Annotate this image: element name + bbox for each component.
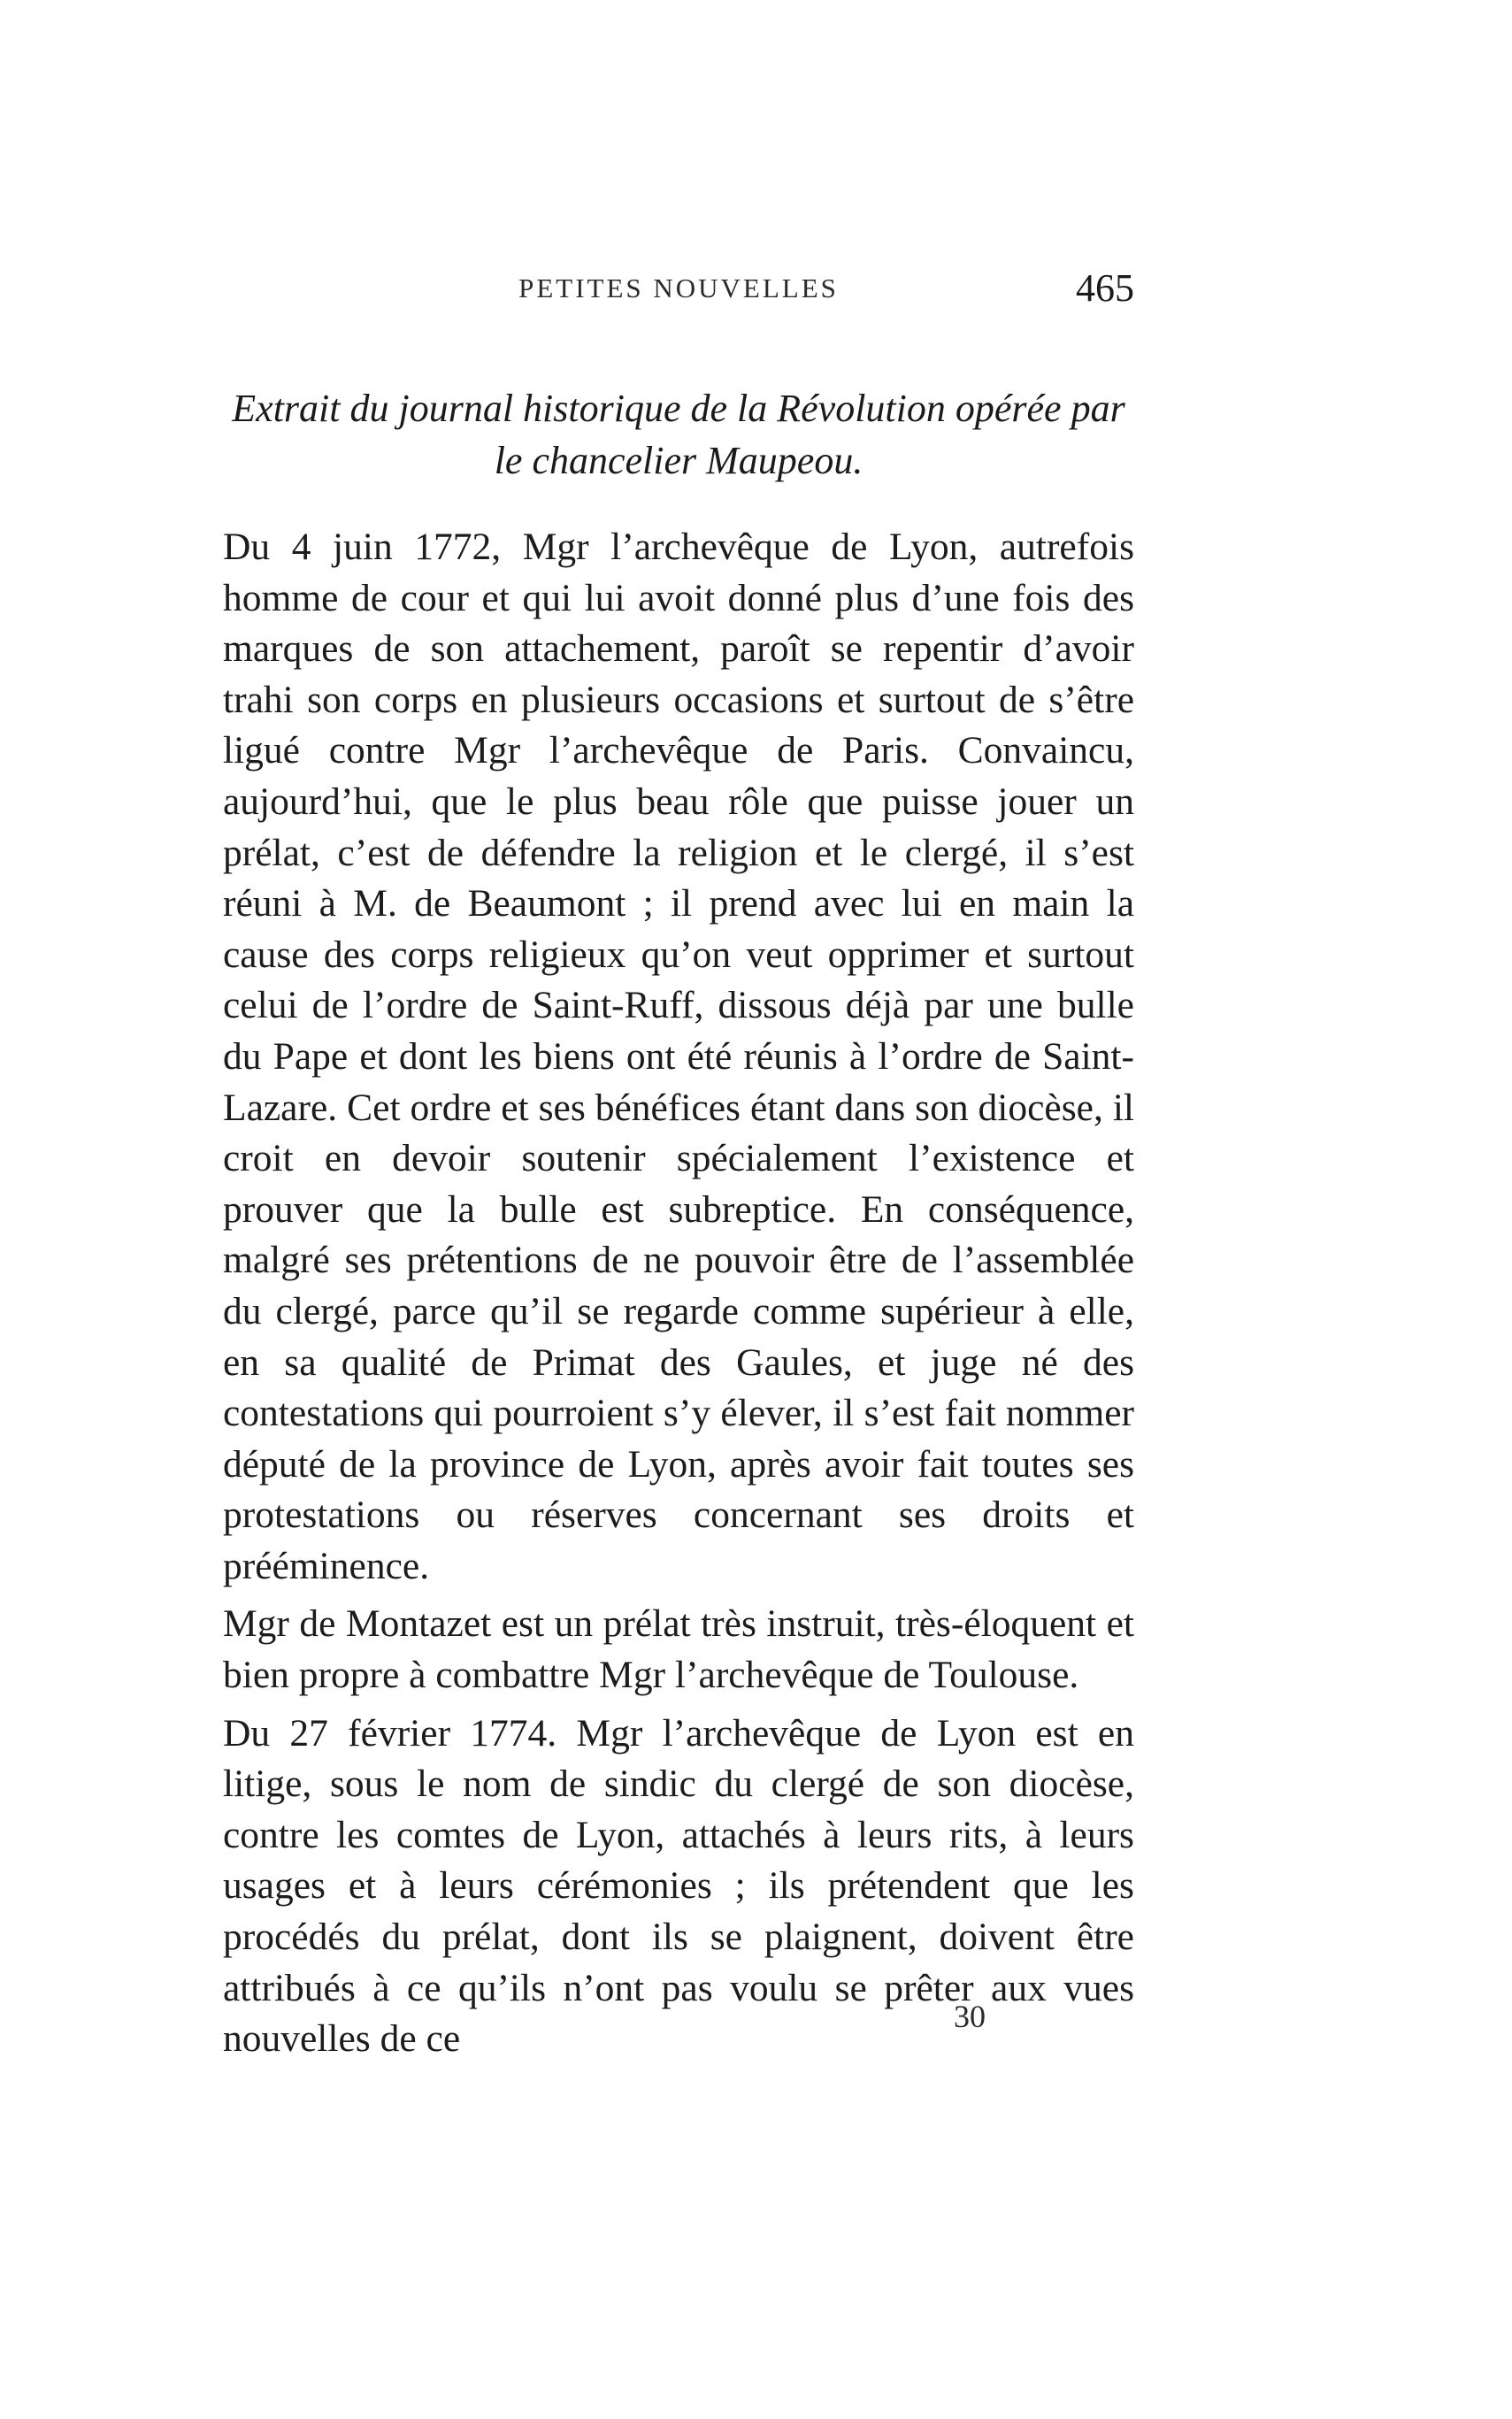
running-title: PETITES NOUVELLES — [518, 273, 839, 303]
paragraph-2: Mgr de Montazet est un prélat très instruit, très-éloquent et bien propre à combattre Mgr l’archevêque de Toulouse. — [223, 1602, 1134, 1697]
article-title: Extrait du journal historique de la Révolution opérée par le chancelier Maupeou. — [232, 387, 1125, 482]
signature-mark: 30 — [954, 1999, 986, 2034]
running-head — [223, 265, 1134, 319]
body-text — [223, 522, 1134, 2072]
paragraph-3: Du 27 février 1774. Mgr l’archevêque de Lyon est en litige, sous le nom de sindic du clergé de son diocèse, contre les comtes de Lyon, attachés à leurs rits, à leurs usages et à leurs cérémonies ; ils prétendent que les procédés du prélat, dont ils se plaignent, doivent être attribués à ce qu’ils n’ont pas voulu se prêter aux vues nouvelles de ce — [223, 1711, 1134, 2061]
paragraph-1: Du 4 juin 1772, Mgr l’archevêque de Lyon, autrefois homme de cour et qui lui avoit donné plus d’une fois des marques de son attachement, paroît se repentir d’avoir trahi son corps en plusieurs occasions et surtout de s’être ligué contre Mgr l’archevêque de Paris. Convaincu, aujourd’hui, que le plus beau rôle que puisse jouer un prélat, c’est de défendre la religion et le clergé, il s’est réuni à M. de Beaumont ; il prend avec lui en main la cause des corps religieux qu’on veut opprimer et surtout celui de l’ordre de Saint-Ruff, dissous déjà par une bulle du Pape et dont les biens ont été réunis à l’ordre de Saint-Lazare. Cet ordre et ses bénéfices étant dans son diocèse, il croit en devoir soutenir spécialement l’existence et prouver que la bulle est subreptice. En conséquence, malgré ses prétentions de ne pouvoir être de l’assemblée du clergé, parce qu’il se regarde comme supérieur à elle, en sa qualité de Primat des Gaules, et juge né des contestations qui pourroient s’y élever, il s’est fait nommer député de la province de Lyon, après avoir fait toutes ses protestations ou réserves concernant ses droits et prééminence. — [223, 526, 1134, 1587]
page-number: 465 — [1076, 266, 1134, 310]
